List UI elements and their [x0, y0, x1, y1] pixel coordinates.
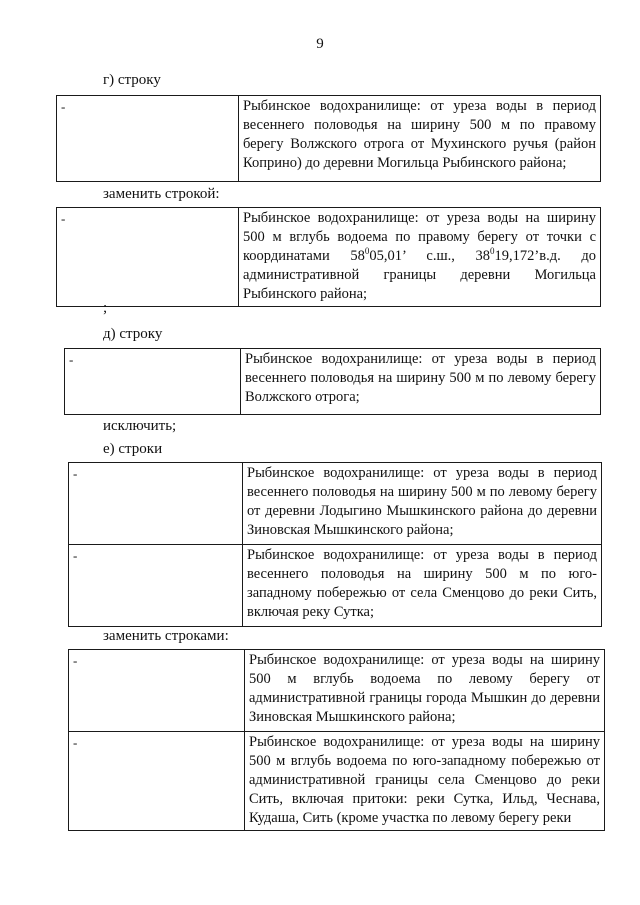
row-dash: -: [57, 96, 239, 182]
row-text: Рыбинское водохранилище: от уреза воды в период весеннего половодья на ширину 500 м по левому берегу Волжского отрога;: [241, 349, 601, 415]
table-row: [65, 349, 601, 415]
section-d-label: д) строку: [103, 326, 163, 342]
row-text: Рыбинское водохранилище: от уреза воды в период весеннего половодья на ширину 500 м по левому берегу от деревни Лодыгино Мышкинского района до деревни Зиновская Мышкинского района;: [243, 463, 602, 545]
row-dash: -: [69, 650, 245, 732]
row-text: Рыбинское водохранилище: от уреза воды на ширину 500 м вглубь водоема по юго-западному побережью от административной границы села Сменцово до реки Сить, включая притоки: реки Сутка, Ильд, Чеснава, Кудаша, Сить (кроме участка по левому берегу реки: [245, 732, 605, 831]
page-number: 9: [316, 36, 324, 52]
table-row: [69, 650, 605, 732]
row-dash: -: [69, 732, 245, 831]
row-text: Рыбинское водохранилище: от уреза воды в период весеннего половодья на ширину 500 м по юго-западному побережью от села Сменцово до реки Сить, включая реку Сутка;: [243, 545, 602, 627]
table-row: [69, 545, 602, 627]
table-row: [57, 208, 601, 307]
row-text: Рыбинское водохранилище: от уреза воды на ширину 500 м вглубь водоема по левому берегу от административной границы города Мышкин до деревни Зиновская Мышкинского района;: [245, 650, 605, 732]
exclude-label: исключить;: [103, 418, 177, 434]
table-g-old: [56, 95, 601, 182]
row-dash: -: [57, 208, 239, 307]
degree-sup-1: 0: [364, 246, 370, 257]
section-g-label: г) строку: [103, 72, 161, 88]
row-dash: -: [69, 545, 243, 627]
semicolon-mark: ;: [103, 300, 108, 316]
degree-sup-2: 0: [490, 246, 495, 257]
table-row: [57, 96, 601, 182]
text-part-b: 05,01’ с.ш., 38: [369, 248, 491, 264]
table-e-new: [68, 649, 605, 831]
replace-rows-label: заменить строками:: [103, 628, 229, 644]
replace-row-label: заменить строкой:: [103, 186, 220, 202]
table-d-old: [64, 348, 601, 415]
row-text: [239, 208, 601, 307]
row-dash: -: [69, 463, 243, 545]
text-part-c: 19,172’в.д. до административной границы деревни Могильца Рыбинского района;: [243, 248, 597, 302]
table-g-new: [56, 207, 601, 307]
table-row: [69, 732, 605, 831]
row-dash: -: [65, 349, 241, 415]
table-e-old: [68, 462, 602, 627]
row-text: Рыбинское водохранилище: от уреза воды в период весеннего половодья на ширину 500 м по правому берегу Волжского отрога от Мухинского ручья (район Коприно) до деревни Могильца Рыбинского района;: [239, 96, 601, 182]
section-e-label: е) строки: [103, 441, 163, 457]
text-part-a: Рыбинское водохранилище: от уреза воды на ширину 500 м вглубь водоема по правому берегу от точки с координатами 58: [243, 210, 596, 264]
table-row: [69, 463, 602, 545]
